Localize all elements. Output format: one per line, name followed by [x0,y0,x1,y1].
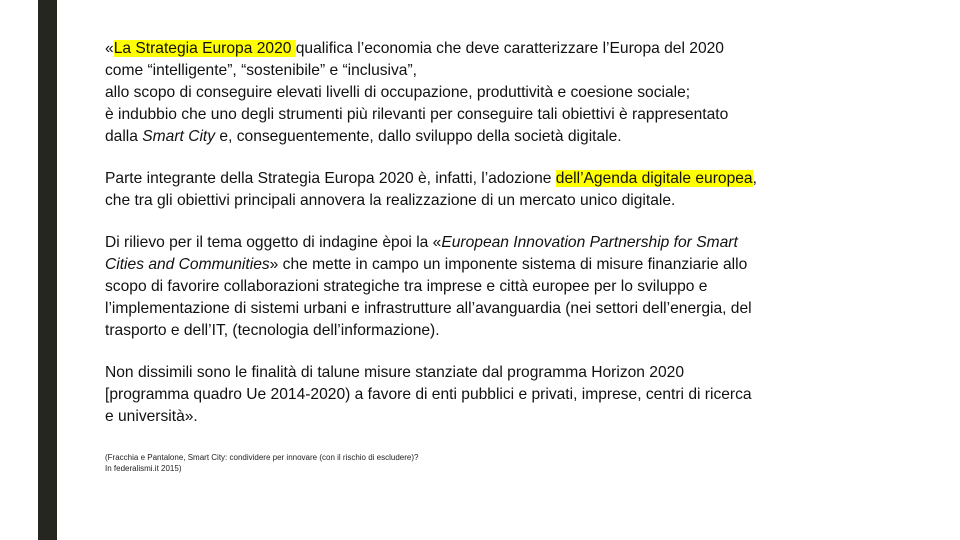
text-segment: qualifica l’economia che deve caratterizzare l’Europa del 2020 [295,40,724,57]
footnote-line: In federalismi.it 2015) [105,464,182,473]
paragraph-line [105,254,895,276]
paragraph-line: è indubbio che uno degli strumenti più rilevanti per conseguire tali obiettivi è rappresentato [105,106,729,123]
paragraph-line: scopo di favorire collaborazioni strategiche tra imprese e città europee per lo sviluppo e [105,278,708,295]
paragraph-line: come “intelligente”, “sostenibile” e “inclusiva”, [105,62,417,79]
highlight-agenda: dell’Agenda digitale europea [555,170,753,187]
partnership-emphasis: Cities and Communities [105,256,270,273]
paragraph-line: allo scopo di conseguire elevati livelli di occupazione, produttività e coesione sociale; [105,84,691,101]
highlight-strategy: La Strategia Europa 2020 [113,40,296,57]
smart-city-emphasis: Smart City [142,128,216,145]
paragraph-partnership [105,232,895,342]
text-segment: , [752,170,757,187]
paragraph-line: trasporto e dell’IT, (tecnologia dell’informazione). [105,322,440,339]
paragraph-line [105,168,895,190]
paragraph-line [105,38,895,60]
paragraph-agenda [105,168,895,212]
text-segment: Parte integrante della Strategia Europa 2020 è, infatti, l’adozione [105,170,556,187]
paragraph-line [105,126,895,148]
text-segment: Di rilievo per il tema oggetto di indagine èpoi la « [105,234,442,251]
quote-open: « [105,40,114,57]
footnote-line: (Fracchia e Pantalone, Smart City: condividere per innovare (con il rischio di escludere)? [105,453,419,462]
paragraph-strategy [105,38,895,148]
paragraph-line: Non dissimili sono le finalità di talune misure stanziate dal programma Horizon 2020 [105,364,684,381]
text-segment: e, conseguentemente, dallo sviluppo della società digitale. [215,128,622,145]
slide-body [105,38,895,428]
citation-footnote [105,452,418,474]
partnership-emphasis: European Innovation Partnership for Smart [441,234,738,251]
paragraph-line: [programma quadro Ue 2014-2020) a favore di enti pubblici e privati, imprese, centri di ricerca [105,386,752,403]
paragraph-horizon [105,362,895,428]
text-segment: » che mette in campo un imponente sistema di misure finanziarie allo [269,256,748,273]
paragraph-line [105,232,895,254]
paragraph-line: l’implementazione di sistemi urbani e infrastrutture all’avanguardia (nei settori dell’energia, del [105,300,752,317]
paragraph-line: che tra gli obiettivi principali annovera la realizzazione di un mercato unico digitale. [105,192,676,209]
paragraph-line: e università». [105,408,198,425]
left-accent-bar [38,0,57,540]
text-segment: dalla [105,128,143,145]
